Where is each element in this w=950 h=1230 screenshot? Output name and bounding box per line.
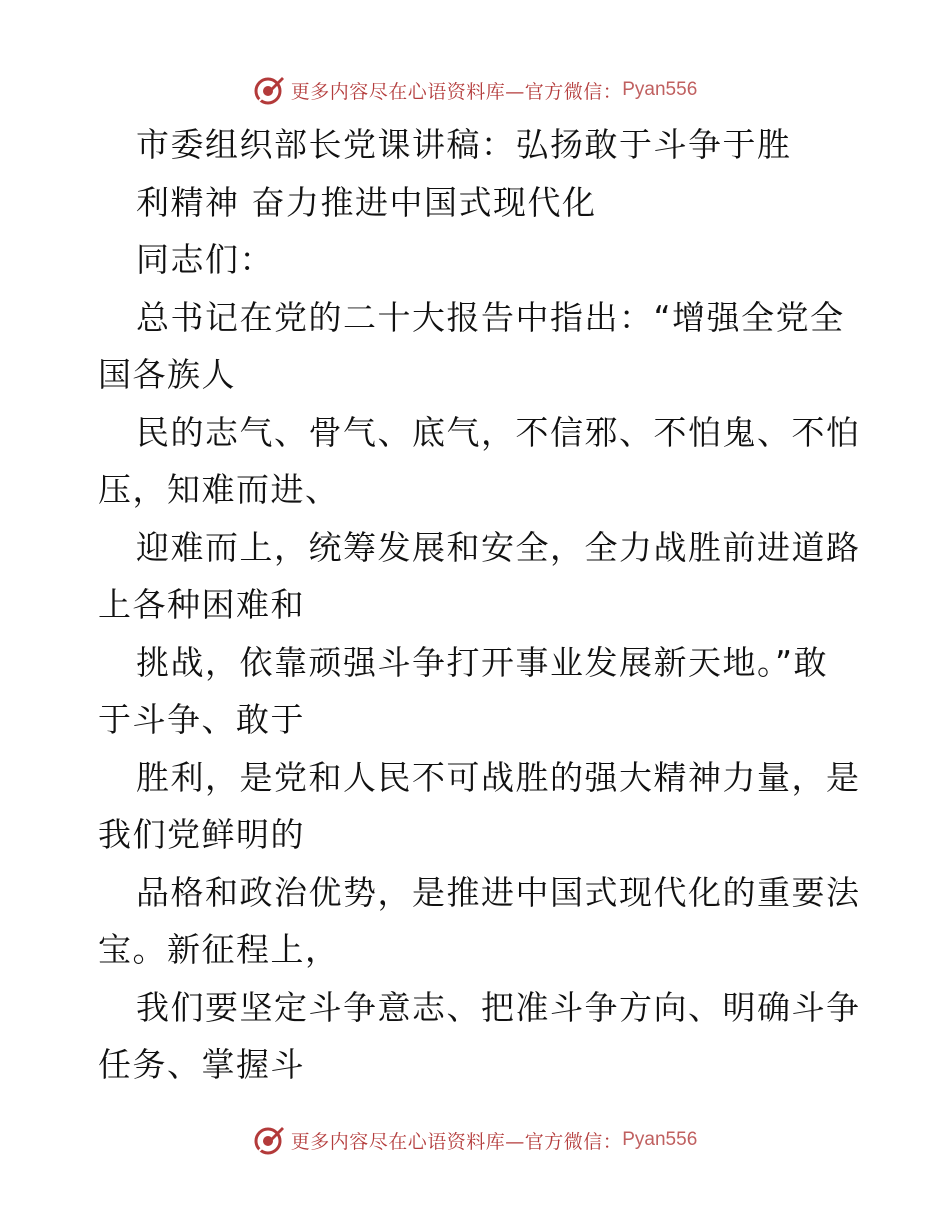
text-line: 迎难而上，统筹发展和安全，全力战胜前进道路 [136,527,861,567]
text-line: 上各种困难和 [98,585,305,624]
text-line: 总书记在党的二十大报告中指出：“增强全党全 [136,297,845,337]
header-banner-text: 更多内容尽在心语资料库—官方微信： [290,80,623,103]
footer-banner-id: Pyan556 [622,1129,698,1150]
text-line: 挑战，依靠顽强斗争打开事业发展新天地。”敢 [136,642,829,682]
header-banner [0,70,950,110]
document-body [98,116,861,1094]
text-line: 同志们： [136,240,274,279]
footer-banner-text: 更多内容尽在心语资料库—官方微信： [290,1130,623,1153]
text-line: 于斗争、敢于 [98,700,305,739]
header-banner-id: Pyan556 [622,79,698,100]
text-line: 国各族人 [98,355,236,394]
footer-banner [0,1120,950,1160]
pen-logo-icon [253,74,285,106]
text-line: 品格和政治优势，是推进中国式现代化的重要法 [136,872,861,912]
pen-logo-icon [253,1124,285,1156]
text-line: 我们要坚定斗争意志、把准斗争方向、明确斗争 [136,987,861,1027]
text-line: 我们党鲜明的 [98,815,305,854]
text-line: 利精神 奋力推进中国式现代化 [136,182,597,222]
text-line: 胜利，是党和人民不可战胜的强大精神力量，是 [136,757,861,797]
text-line: 市委组织部长党课讲稿：弘扬敢于斗争于胜 [136,125,792,164]
text-line: 任务、掌握斗 [98,1045,305,1084]
text-line: 民的志气、骨气、底气，不信邪、不怕鬼、不怕 [136,412,861,452]
text-line: 宝。新征程上， [98,930,340,969]
text-line: 压，知难而进、 [98,470,340,509]
